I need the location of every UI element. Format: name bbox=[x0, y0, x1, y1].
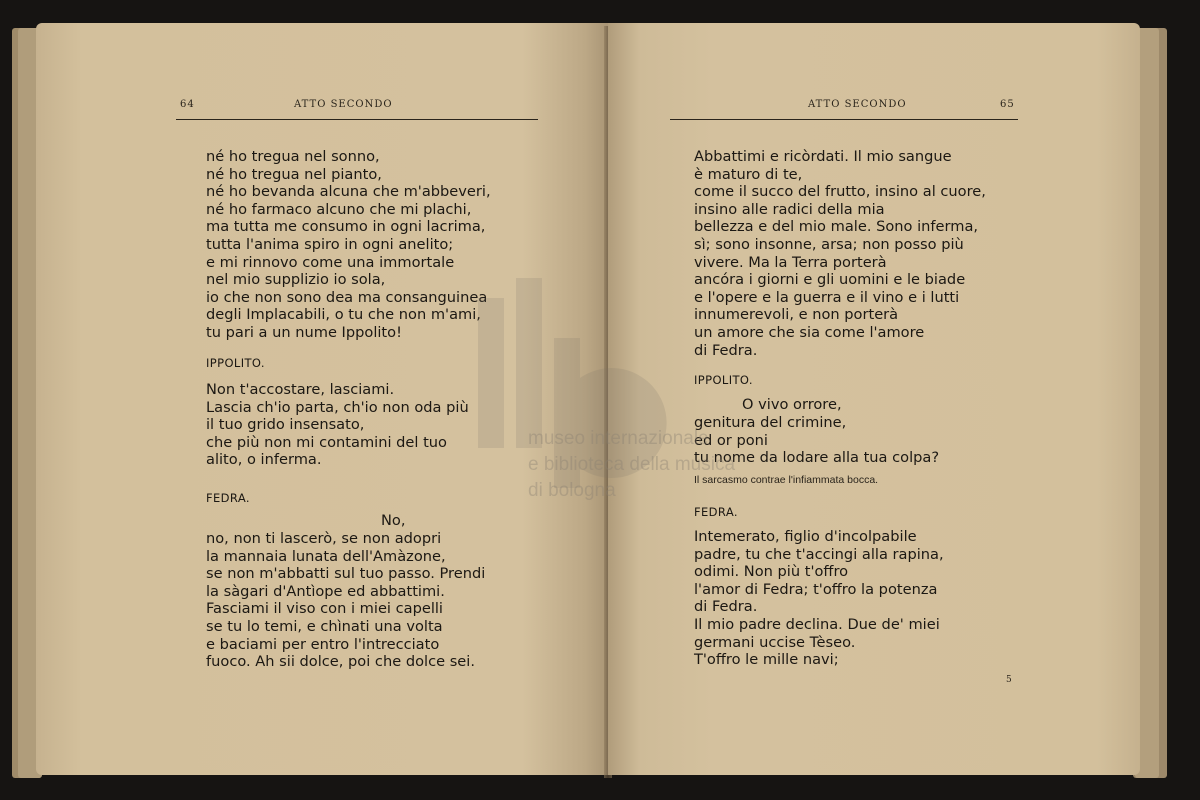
right-verse-1: Abbattimi e ricòrdati. Il mio sangue è maturo di te, come il succo del frutto, insino al cuore, insino alle radici della mia bellezza e del mio male. Sono inferma, sì; sono insonne, arsa; non posso più vivere. Ma la Terra porterà ancóra i giorni e gli uomini e le biade e l'opere e la guerra e il vino e i lutti innumerevoli, e non porterà un amore che sia come l'amore di Fedra. bbox=[694, 148, 986, 359]
right-verse-3: Intemerato, figlio d'incolpabile padre, tu che t'accingi alla rapina, odimi. Non più t'offro l'amor di Fedra; t'offro la potenza di Fedra. Il mio padre declina. Due de' miei germani uccise Tèseo. T'offro le mille navi; bbox=[694, 528, 944, 669]
left-verse-3-first: No, bbox=[381, 512, 406, 529]
left-verse-2: Non t'accostare, lasciami. Lascia ch'io parta, ch'io non oda più il tuo grido insensato, che più non mi contamini del tuo alito, o inferma. bbox=[206, 381, 469, 469]
left-verse-1: né ho tregua nel sonno, né ho tregua nel pianto, né ho bevanda alcuna che m'abbeveri, né ho farmaco alcuno che mi plachi, ma tutta me consumo in ogni lacrima, tutta l'anima spiro in ogni anelito; e mi rinnovo come una immortale nel mio supplizio io sola, io che non sono dea ma consanguinea degli Implacabili, o tu che non m'ami, tu pari a un nume Ippolito! bbox=[206, 148, 491, 341]
right-verse-2-first: O vivo orrore, bbox=[742, 396, 842, 413]
right-speaker-ippolito: IPPOLITO. bbox=[694, 373, 753, 387]
left-head-rule bbox=[176, 119, 538, 120]
left-verse-3: no, non ti lascerò, se non adopri la mannaia lunata dell'Amàzone, se non m'abbatti sul tuo passo. Prendi la sàgari d'Antìope ed abbattimi. Fasciami il viso con i miei capelli se tu lo temi, e chìnati una volta e baciami per entro l'intrecciato fuoco. Ah sii dolce, poi che dolce sei. bbox=[206, 530, 486, 671]
right-speaker-fedra: FEDRA. bbox=[694, 505, 738, 519]
right-running-head: ATTO SECONDO bbox=[808, 99, 907, 110]
left-page-number: 64 bbox=[180, 99, 195, 110]
open-book bbox=[12, 18, 1167, 780]
right-page-number: 65 bbox=[1000, 99, 1015, 110]
right-head-rule bbox=[670, 119, 1018, 120]
left-speaker-ippolito: IPPOLITO. bbox=[206, 356, 265, 370]
right-verse-2: genitura del crimine, ed or poni tu nome da lodare alla tua colpa? bbox=[694, 414, 940, 467]
right-page bbox=[608, 23, 1140, 775]
left-speaker-fedra: FEDRA. bbox=[206, 491, 250, 505]
left-running-head: ATTO SECONDO bbox=[294, 99, 393, 110]
left-page bbox=[36, 23, 608, 775]
signature-mark: 5 bbox=[1006, 675, 1012, 685]
watermark-text: museo internazionale e biblioteca della musica di bologna bbox=[528, 428, 736, 501]
stage-direction: Il sarcasmo contrae l'infiammata bocca. bbox=[694, 474, 879, 486]
